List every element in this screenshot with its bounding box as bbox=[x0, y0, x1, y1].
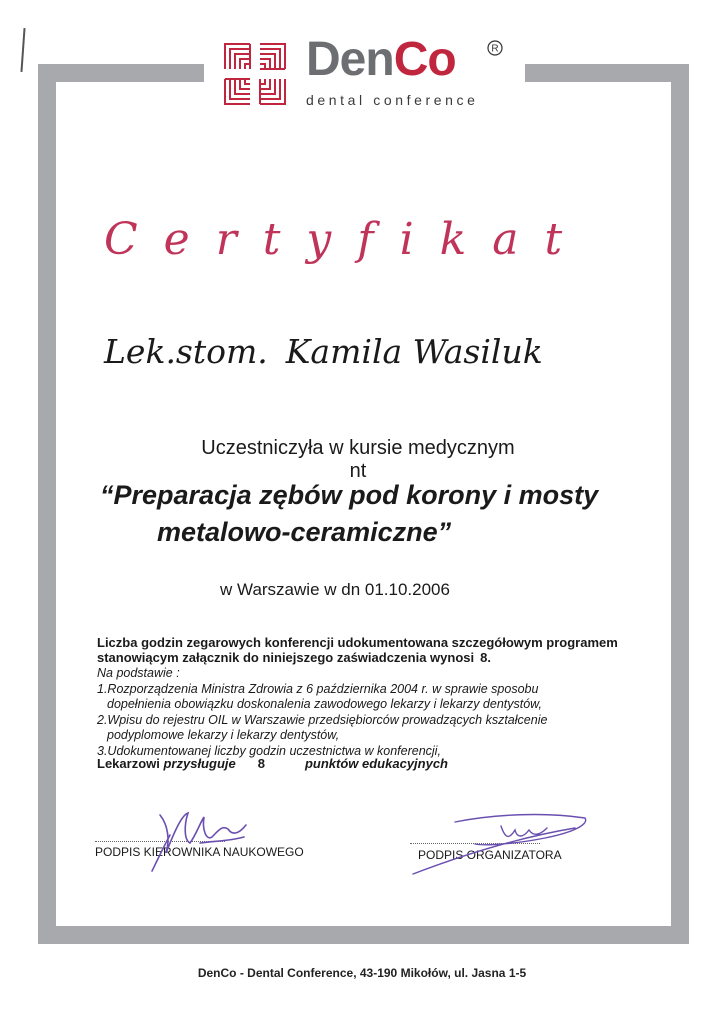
denco-logo-icon bbox=[224, 43, 286, 105]
hours-statement bbox=[97, 635, 618, 665]
course-title-line2: metalowo-ceramiczne” bbox=[157, 517, 452, 547]
registered-icon bbox=[487, 40, 503, 56]
basis-intro: Na podstawie : bbox=[97, 666, 180, 680]
basis-item-1-cont: dopełnienia obowiązku doskonalenia zawodowego lekarzy i lekarzy dentystów, bbox=[107, 697, 542, 711]
frame-right bbox=[671, 64, 689, 944]
frame-bottom bbox=[38, 926, 689, 944]
course-title-line1: “Preparacja zębów pod korony i mosty bbox=[100, 480, 599, 510]
basis-item-2: 2.Wpisu do rejestru OIL w Warszawie przedsiębiorców prowadzących kształcenie bbox=[97, 712, 548, 727]
certificate-title: Certyfikat bbox=[104, 214, 589, 265]
legal-basis bbox=[97, 666, 547, 759]
signature-organizer bbox=[405, 808, 595, 878]
logo-co: Co bbox=[393, 33, 456, 86]
hours-line1: Liczba godzin zegarowych konferencji udokumentowana szczegółowym programem bbox=[97, 635, 618, 650]
recipient-prefix: Lek.stom. bbox=[104, 332, 268, 371]
hours-value: 8. bbox=[480, 650, 491, 665]
participated-line: Uczestniczyła w kursie medycznym bbox=[201, 437, 515, 459]
basis-item-2-cont: podyplomowe lekarzy i lekarzy dentystów, bbox=[107, 728, 340, 742]
points-tail: punktów edukacyjnych bbox=[304, 756, 449, 771]
frame-left bbox=[38, 64, 56, 944]
svg-text:R: R bbox=[491, 43, 499, 55]
signature-scientific-director bbox=[140, 795, 260, 875]
nt-label: nt bbox=[349, 460, 367, 482]
signature-label-left: PODPIS KIEROWNIKA NAUKOWEGO bbox=[95, 845, 304, 859]
points-verb: przysługuje bbox=[163, 756, 236, 771]
recipient-name: Kamila Wasiluk bbox=[285, 332, 543, 371]
hours-line2: stanowiącym załącznik do niniejszego zaświadczenia wynosi bbox=[97, 650, 475, 665]
recipient bbox=[104, 332, 543, 371]
points-lead: Lekarzowi bbox=[97, 756, 160, 771]
hours-line2-wrap bbox=[97, 650, 618, 665]
frame-top-left bbox=[38, 64, 204, 82]
logo-den: Den bbox=[306, 33, 394, 86]
signature-label-right: PODPIS ORGANIZATORA bbox=[418, 848, 562, 862]
footer-address: DenCo - Dental Conference, 43-190 Mikołów, ul. Jasna 1-5 bbox=[197, 966, 527, 980]
logo-tagline: dental conference bbox=[306, 92, 479, 108]
date-line: w Warszawie w dn 01.10.2006 bbox=[220, 580, 450, 599]
basis-item-3: 3.Udokumentowanej liczby godzin uczestnictwa w konferencji, bbox=[97, 743, 441, 758]
scan-mark bbox=[20, 28, 25, 72]
frame-top-right bbox=[525, 64, 689, 82]
logo-wordmark bbox=[306, 33, 456, 86]
basis-item-1: 1.Rozporządzenia Ministra Zdrowia z 6 października 2004 r. w sprawie sposobu bbox=[97, 681, 539, 696]
points-statement bbox=[97, 756, 448, 771]
points-value: 8 bbox=[257, 756, 265, 771]
